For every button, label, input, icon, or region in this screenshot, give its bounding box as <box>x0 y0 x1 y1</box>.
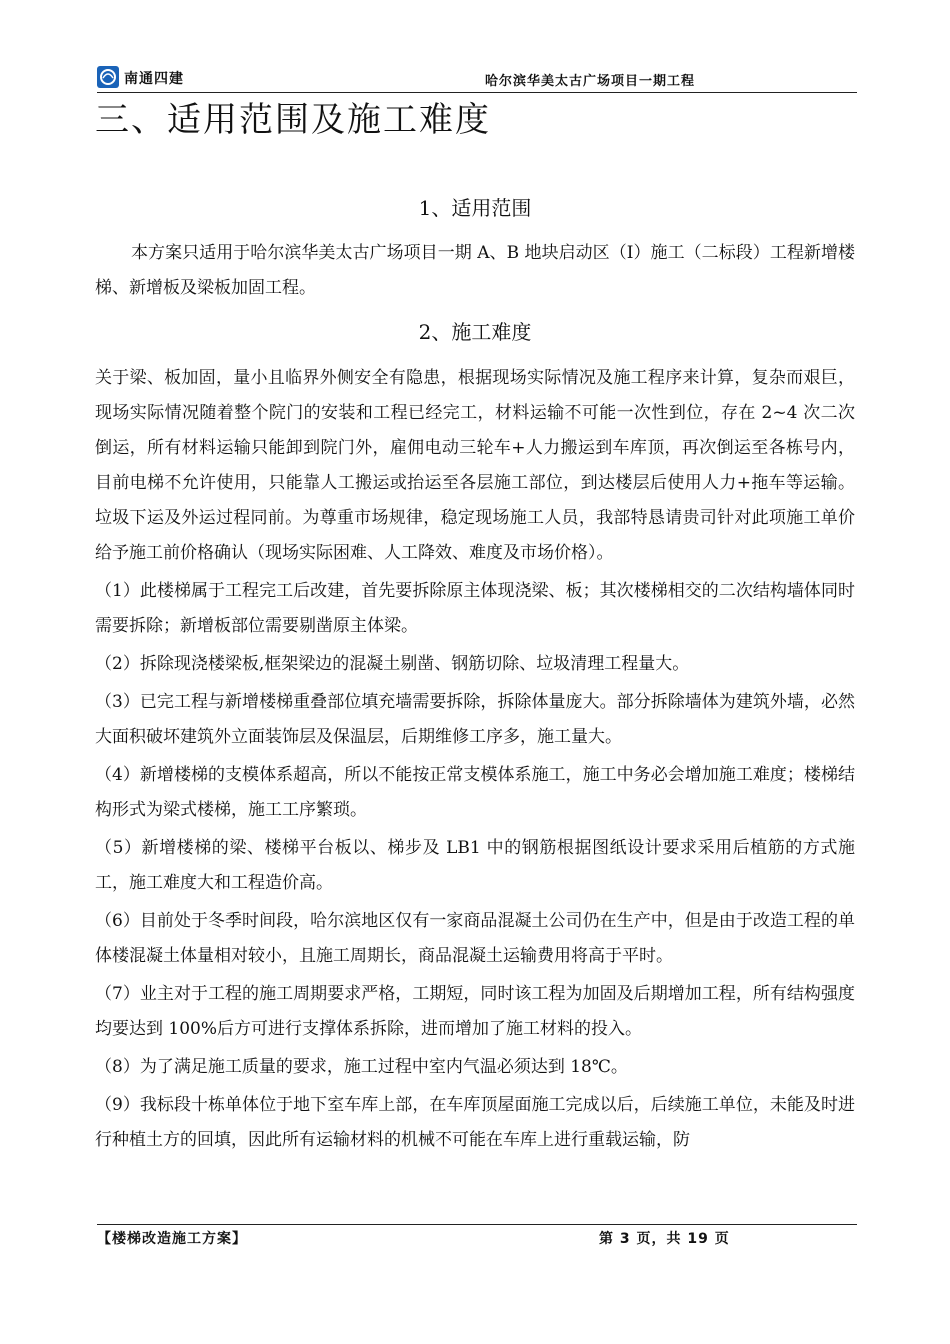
chapter-title: 三、适用范围及施工难度 <box>95 100 491 140</box>
difficulty-item-9: （9）我标段十栋单体位于地下室车库上部，在车库顶屋面施工完成以后，后续施工单位，未能及时进行种植土方的回填，因此所有运输材料的机械不可能在车库上进行重载运输，防 <box>95 1095 855 1150</box>
footer-doc-title: 【楼梯改造施工方案】 <box>97 1231 247 1247</box>
difficulty-item-2: （2）拆除现浇楼梁板,框架梁边的混凝土剔凿、钢筋切除、垃圾清理工程量大。 <box>95 654 690 674</box>
company-logo-icon <box>97 66 119 88</box>
section-title-difficulty: 2、施工难度 <box>418 320 532 344</box>
difficulty-item-8: （8）为了满足施工质量的要求，施工过程中室内气温必须达到 18℃。 <box>95 1057 628 1077</box>
difficulty-item-7: （7）业主对于工程的施工周期要求严格，工期短，同时该工程为加固及后期增加工程，所有结构强度均要达到 100%后方可进行支撑体系拆除，进而增加了施工材料的投入。 <box>95 984 855 1039</box>
company-name: 南通四建 <box>124 71 184 87</box>
difficulty-item-3: （3）已完工程与新增楼梯重叠部位填充墙需要拆除，拆除体量庞大。部分拆除墙体为建筑外墙，必然大面积破坏建筑外立面装饰层及保温层，后期维修工序多，施工量大。 <box>95 692 855 747</box>
section-title-scope: 1、适用范围 <box>418 196 532 220</box>
project-name: 哈尔滨华美太古广场项目一期工程 <box>485 74 696 89</box>
page-footer <box>97 1224 857 1248</box>
scope-paragraph: 本方案只适用于哈尔滨华美太古广场项目一期 A、B 地块启动区（Ⅰ）施工（二标段）工程新增楼梯、新增板及梁板加固工程。 <box>95 243 855 298</box>
difficulty-item-4: （4）新增楼梯的支模体系超高，所以不能按正常支模体系施工，施工中务必会增加施工难度；楼梯结构形式为梁式楼梯，施工工序繁琐。 <box>95 765 855 820</box>
difficulty-body <box>95 361 855 1158</box>
difficulty-item-1: （1）此楼梯属于工程完工后改建，首先要拆除原主体现浇梁、板；其次楼梯相交的二次结构墙体同时需要拆除；新增板部位需要剔凿原主体梁。 <box>95 581 855 636</box>
footer-divider <box>97 1224 857 1225</box>
page-number: 第 3 页，共 19 页 <box>599 1231 730 1247</box>
difficulty-item-6: （6）目前处于冬季时间段，哈尔滨地区仅有一家商品混凝土公司仍在生产中，但是由于改造工程的单体楼混凝土体量相对较小，且施工周期长，商品混凝土运输费用将高于平时。 <box>95 911 855 966</box>
difficulty-item-5: （5）新增楼梯的梁、楼梯平台板以、梯步及 LB1 中的钢筋根据图纸设计要求采用后植筋的方式施工，施工难度大和工程造价高。 <box>95 838 855 893</box>
difficulty-intro: 关于梁、板加固，量小且临界外侧安全有隐患，根据现场实际情况及施工程序来计算，复杂而艰巨，现场实际情况随着整个院门的安装和工程已经完工，材料运输不可能一次性到位，存在 2~4 次二次倒运，所有材料运输只能卸到院门外，雇佣电动三轮车+人力搬运到车库顶，再次倒运至各栋号内，目前电梯不允许使用，只能靠人工搬运或抬运至各层施工部位，到达楼层后使用人力+拖车等运输。垃圾下运及外运过程同前。为尊重市场规律，稳定现场施工人员，我部特恳请贵司针对此项施工单价给予施工前价格确认（现场实际困难、人工降效、难度及市场价格）。 <box>95 368 855 563</box>
page-header <box>97 66 857 94</box>
